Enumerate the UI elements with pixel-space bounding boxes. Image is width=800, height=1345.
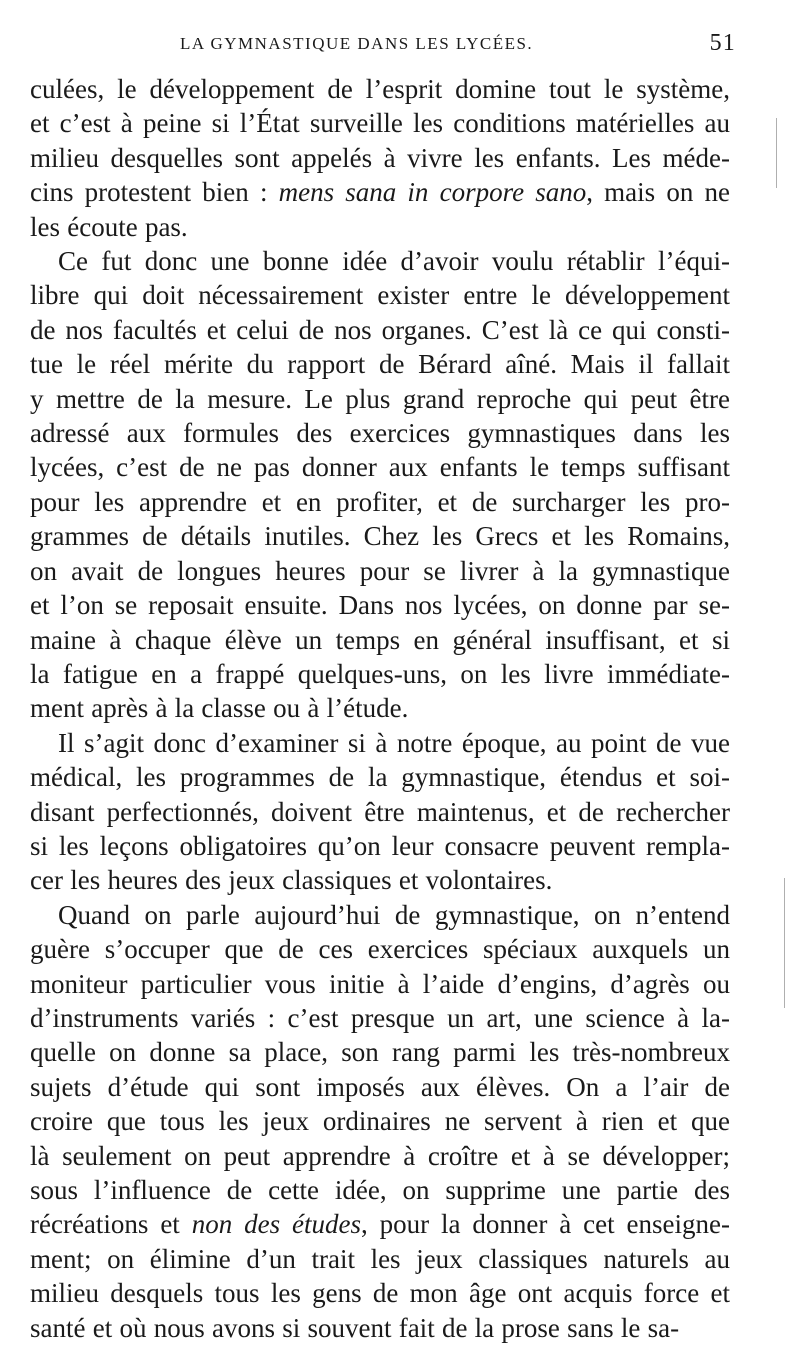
page-number: 51 (709, 30, 736, 56)
text-line: lycées, c’est de ne pas donner aux enfants le temps suffisant (30, 452, 730, 483)
text-line: croire que tous les jeux ordinaires ne servent à rien et que (30, 1106, 730, 1137)
book-page (30, 30, 736, 1343)
text-line: là seulement on peut apprendre à croître et à se développer; (30, 1140, 730, 1171)
text-line: et l’on se reposait ensuite. Dans nos lycées, on donne par se- (30, 590, 730, 621)
italic-phrase: mens sana in corpore sano (278, 177, 587, 208)
text-line: culées, le développement de l’esprit domine tout le système, (30, 74, 730, 104)
italic-phrase: non des études (191, 1209, 361, 1240)
text-line: milieu desquelles sont appelés à vivre les enfants. Les méde- (30, 142, 730, 173)
text-line (30, 1207, 730, 1241)
text-fragment: cins protestent bien : (30, 177, 279, 208)
text-line: pour les apprendre et en profiter, et de surcharger les pro- (30, 486, 730, 517)
text-line: tue le réel mérite du rapport de Bérard aîné. Mais il fallait (30, 349, 730, 380)
text-line: ment; on élimine d’un trait les jeux classiques naturels au (30, 1243, 730, 1274)
text-line: ment après à la classe ou à l’étude. (30, 693, 409, 724)
text-line: sous l’influence de cette idée, on supprime une partie des (30, 1175, 730, 1205)
text-line: si les leçons obligatoires qu’on leur consacre peuvent rempla- (30, 830, 730, 861)
text-line: y mettre de la mesure. Le plus grand reproche qui peut être (30, 383, 730, 414)
text-line: milieu desquels tous les gens de mon âge ont acquis force et (30, 1278, 730, 1309)
paragraph-2 (30, 244, 730, 726)
text-line: maine à chaque élève un temps en général insuffisant, et si (30, 624, 730, 655)
text-line: libre qui doit nécessairement exister entre le développement (30, 280, 730, 311)
text-line: Ce fut donc une bonne idée d’avoir voulu rétablir l’équi- (58, 246, 730, 277)
text-line: de nos facultés et celui de nos organes. C’est là ce qui consti- (30, 314, 730, 345)
text-line: quelle on donne sa place, son rang parmi les très-nombreux (30, 1037, 730, 1068)
text-line: cer les heures des jeux classiques et volontaires. (30, 865, 553, 896)
text-line: les écoute pas. (30, 211, 188, 242)
paragraph-1 (30, 72, 730, 244)
text-line: grammes de détails inutiles. Chez les Grecs et les Romains, (30, 521, 730, 552)
text-line (30, 175, 730, 209)
text-fragment: récréations et (30, 1209, 192, 1240)
page-edge-mark (784, 878, 785, 1008)
text-line: et c’est à peine si l’État surveille les conditions matérielles au (30, 108, 730, 139)
page-edge-mark (776, 118, 777, 188)
text-line: la fatigue en a frappé quelques-uns, on les livre immédiate- (30, 658, 730, 689)
text-line: Il s’agit donc d’examiner si à notre époque, au point de vue (58, 727, 730, 758)
text-line: on avait de longues heures pour se livrer à la gymnastique (30, 555, 730, 586)
body-text (30, 72, 730, 1345)
text-line: moniteur particulier vous initie à l’aide d’engins, d’agrès ou (30, 968, 730, 999)
text-fragment: , pour la donner à cet enseigne- (361, 1209, 731, 1240)
text-line: sujets d’étude qui sont imposés aux élèves. On a l’air de (30, 1071, 730, 1102)
text-line: Quand on parle aujourd’hui de gymnastique, on n’entend (58, 899, 730, 930)
text-line: d’instruments variés : c’est presque un art, une science à la- (30, 1002, 730, 1033)
text-line: disant perfectionnés, doivent être maintenus, et de rechercher (30, 796, 730, 827)
paragraph-3 (30, 726, 730, 898)
text-line: guère s’occuper que de ces exercices spéciaux auxquels un (30, 934, 730, 965)
text-fragment: , mais on ne (586, 177, 730, 208)
text-line: santé et où nous avons si souvent fait de la prose sans le sa- (30, 1312, 680, 1343)
text-line: adressé aux formules des exercices gymnastiques dans les (30, 418, 730, 449)
text-line: médical, les programmes de la gymnastique, étendus et soi- (30, 762, 730, 793)
paragraph-4 (30, 898, 730, 1345)
running-head (30, 30, 736, 58)
running-title: LA GYMNASTIQUE DANS LES LYCÉES. (180, 34, 534, 53)
